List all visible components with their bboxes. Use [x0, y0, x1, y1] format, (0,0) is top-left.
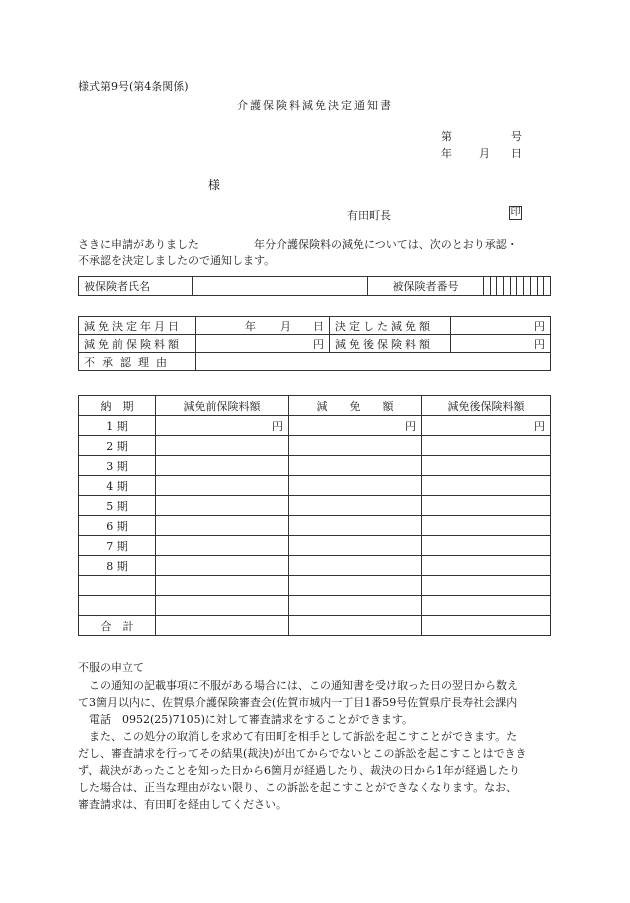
period-after-cell[interactable]	[422, 496, 551, 516]
period-row	[79, 596, 551, 616]
period-reduction-cell[interactable]	[289, 436, 422, 456]
period-reduction-cell[interactable]	[289, 516, 422, 536]
period-before-cell[interactable]	[156, 516, 289, 536]
period-reduction-cell[interactable]	[289, 536, 422, 556]
insured-number-cell[interactable]	[484, 277, 491, 296]
period-after-cell[interactable]	[422, 476, 551, 496]
document-title: 介護保険料減免決定通知書	[237, 99, 393, 112]
decision-date-field[interactable]	[196, 317, 330, 335]
intro-line-2: 不承認を決定しましたので通知します。	[78, 254, 276, 267]
period-reduction-cell[interactable]	[289, 556, 422, 576]
decision-date-day: 日	[313, 319, 324, 333]
period-reduction-cell[interactable]	[289, 456, 422, 476]
period-label: 2 期	[79, 436, 156, 456]
before-premium-label: 減免前保険料額	[79, 335, 196, 353]
period-row	[79, 456, 551, 476]
insured-number-label: 被保険者番号	[367, 277, 483, 296]
appeal-line: て3箇月以内に、佐賀県介護保険審査会(佐賀市城内一丁目1番59号佐賀県庁長寿社会課内	[78, 696, 518, 709]
decision-table	[78, 316, 551, 371]
period-row	[79, 516, 551, 536]
period-before-cell[interactable]	[156, 496, 289, 516]
period-label	[79, 596, 156, 616]
period-before-cell[interactable]	[156, 576, 289, 596]
period-label: 5 期	[79, 496, 156, 516]
header-reduction: 減 免 額	[289, 396, 422, 416]
decision-date-label: 減免決定年月日	[79, 317, 196, 335]
period-after-cell[interactable]	[422, 436, 551, 456]
decision-date-year: 年	[245, 319, 256, 333]
header-before: 減免前保険料額	[156, 396, 289, 416]
period-row	[79, 536, 551, 556]
insured-number-cell[interactable]	[537, 277, 544, 296]
total-label: 合 計	[79, 616, 156, 636]
yen-unit: 円	[272, 419, 283, 433]
period-reduction-cell[interactable]	[289, 596, 422, 616]
decision-date-month: 月	[280, 319, 291, 333]
yen-unit: 円	[313, 337, 324, 351]
number-prefix: 第	[441, 130, 452, 143]
yen-unit: 円	[534, 337, 545, 351]
seal-icon: 印	[510, 207, 521, 218]
period-reduction-cell[interactable]	[289, 476, 422, 496]
period-after-cell[interactable]	[422, 416, 551, 436]
intro-line-1: さきに申請がありました 年分介護保険料の減免については、次のとおり承認・	[78, 238, 518, 251]
decided-amount-label: 決定した減免額	[330, 317, 451, 335]
yen-unit: 円	[534, 419, 545, 433]
period-after-cell[interactable]	[422, 456, 551, 476]
rejection-reason-label: 不承認理由	[79, 353, 196, 371]
rejection-reason-field[interactable]	[196, 353, 551, 371]
after-premium-field[interactable]	[451, 335, 551, 353]
period-label: 8 期	[79, 556, 156, 576]
appeal-line: また、この処分の取消しを求めて有田町を相手として訴訟を起こすことができます。た	[78, 730, 518, 743]
insured-number-cell[interactable]	[497, 277, 504, 296]
number-suffix: 号	[511, 130, 522, 143]
total-reduction-cell[interactable]	[289, 616, 422, 636]
period-row	[79, 476, 551, 496]
period-before-cell[interactable]	[156, 436, 289, 456]
period-reduction-cell[interactable]	[289, 496, 422, 516]
period-label: 4 期	[79, 476, 156, 496]
period-before-cell[interactable]	[156, 476, 289, 496]
period-after-cell[interactable]	[422, 516, 551, 536]
period-before-cell[interactable]	[156, 536, 289, 556]
date-month-label: 月	[479, 147, 490, 160]
seal-mark	[509, 205, 522, 220]
period-row	[79, 416, 551, 436]
appeal-line: この通知の記載事項に不服がある場合には、この通知書を受け取った日の翌日から数え	[78, 679, 518, 692]
insured-number-cell[interactable]	[530, 277, 537, 296]
appeal-line: だし、審査請求を行ってその結果(裁決)が出てからでないとこの訴訟を起こすことはできき	[78, 747, 527, 760]
form-number: 様式第9号(第4条関係)	[78, 80, 189, 93]
period-after-cell[interactable]	[422, 576, 551, 596]
period-after-cell[interactable]	[422, 556, 551, 576]
insured-number-cell[interactable]	[510, 277, 517, 296]
yen-unit: 円	[405, 419, 416, 433]
period-label: 7 期	[79, 536, 156, 556]
insured-name-field[interactable]	[192, 277, 367, 296]
appeal-line: 電話 0952(25)7105)に対して審査請求をすることができます。	[78, 713, 413, 726]
period-before-cell[interactable]	[156, 556, 289, 576]
date-year-label: 年	[441, 147, 452, 160]
insured-number-cell[interactable]	[504, 277, 511, 296]
after-premium-label: 減免後保険料額	[330, 335, 451, 353]
before-premium-field[interactable]	[196, 335, 330, 353]
period-label: 6 期	[79, 516, 156, 536]
total-after-cell[interactable]	[422, 616, 551, 636]
period-table	[78, 395, 551, 636]
appeal-line: した場合は、正当な理由がない限り、この訴訟を起こすことができなくなります。なお、	[78, 781, 518, 794]
insured-number-cell[interactable]	[544, 277, 551, 296]
appeal-heading: 不服の申立て	[78, 661, 144, 674]
issuer-name: 有田町長	[347, 209, 391, 222]
yen-unit: 円	[534, 319, 545, 333]
period-before-cell[interactable]	[156, 416, 289, 436]
period-row	[79, 496, 551, 516]
total-before-cell[interactable]	[156, 616, 289, 636]
header-after: 減免後保険料額	[422, 396, 551, 416]
period-reduction-cell[interactable]	[289, 576, 422, 596]
period-after-cell[interactable]	[422, 596, 551, 616]
addressee-suffix: 様	[208, 178, 221, 192]
insured-table	[78, 276, 551, 296]
period-row	[79, 436, 551, 456]
insured-number-cell[interactable]	[524, 277, 531, 296]
period-label: 1 期	[79, 416, 156, 436]
period-label: 3 期	[79, 456, 156, 476]
appeal-line: ず、裁決があったことを知った日から6箇月が経過したり、裁決の日から1年が経過したり	[78, 764, 521, 777]
period-reduction-cell[interactable]	[289, 416, 422, 436]
insured-number-cell[interactable]	[517, 277, 524, 296]
decided-amount-field[interactable]	[451, 317, 551, 335]
header-period: 納 期	[79, 396, 156, 416]
period-row	[79, 556, 551, 576]
period-before-cell[interactable]	[156, 596, 289, 616]
insured-number-cell[interactable]	[490, 277, 497, 296]
period-row	[79, 576, 551, 596]
date-day-label: 日	[511, 147, 522, 160]
period-before-cell[interactable]	[156, 456, 289, 476]
appeal-line: 審査請求は、有田町を経由してください。	[78, 798, 287, 811]
period-after-cell[interactable]	[422, 536, 551, 556]
period-label	[79, 576, 156, 596]
insured-name-label: 被保険者氏名	[79, 277, 193, 296]
